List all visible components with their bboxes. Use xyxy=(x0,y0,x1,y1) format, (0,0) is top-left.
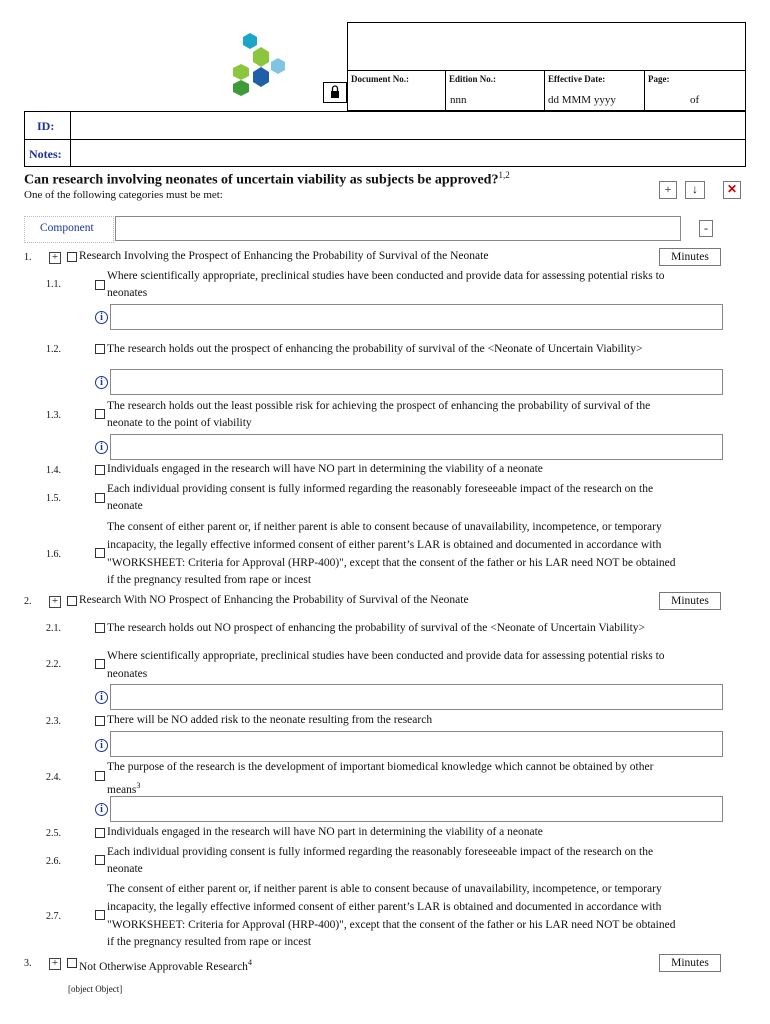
section-1-expand-button[interactable]: + xyxy=(49,252,61,264)
section-2-checkbox[interactable] xyxy=(67,596,77,606)
info-icon[interactable]: i xyxy=(95,376,108,389)
item-1-1-line1: Where scientifically appropriate, preclinical studies have been conducted and provide data for assessing potential risks to xyxy=(107,270,665,282)
item-number: 2.5. xyxy=(46,828,61,839)
item-1-3-checkbox[interactable] xyxy=(95,409,105,419)
section-2-minutes-button[interactable]: Minutes xyxy=(659,592,721,610)
id-label: ID: xyxy=(37,119,55,133)
section-3-minutes-button[interactable]: Minutes xyxy=(659,954,721,972)
header-blank-cell xyxy=(347,22,746,71)
item-number: 2.1. xyxy=(46,623,61,634)
section-3-checkbox[interactable] xyxy=(67,958,77,968)
edition-cell: Edition No.: nnn xyxy=(445,70,545,111)
item-1-2-checkbox[interactable] xyxy=(95,344,105,354)
item-number: 1.5. xyxy=(46,493,61,504)
item-2-4-line2: means$^3$ xyxy=(107,781,141,796)
subtitle: One of the following categories must be met: xyxy=(24,189,223,201)
page-cell: Page: of xyxy=(644,70,746,111)
component-label-box xyxy=(24,216,114,243)
item-2-7-line1: The consent of either parent or, if neither parent is able to consent because of unavailability, incompetence, or temporary xyxy=(107,883,662,895)
item-number: 1.1. xyxy=(46,279,61,290)
item-number: 1.6. xyxy=(46,549,61,560)
item-1-3-line1: The research holds out the least possible risk for achieving the prospect of enhancing the probability of survival of the xyxy=(107,400,651,412)
item-1-6-checkbox[interactable] xyxy=(95,548,105,558)
id-field[interactable] xyxy=(70,111,746,140)
item-2-2-line2: neonates xyxy=(107,668,148,680)
notes-label: Notes: xyxy=(29,147,62,161)
item-1-1-note-field[interactable] xyxy=(110,304,723,330)
item-2-4-line1: The purpose of the research is the development of important biomedical knowledge which cannot be obtained by other xyxy=(107,761,654,773)
info-icon[interactable]: i xyxy=(95,691,108,704)
section-2-expand-button[interactable]: + xyxy=(49,596,61,608)
item-2-7-line3: "WORKSHEET: Criteria for Approval (HRP-400)", except that the consent of the father or his LAR need NOT be obtained xyxy=(107,919,676,931)
item-2-6-checkbox[interactable] xyxy=(95,855,105,865)
edition-value: nnn xyxy=(450,94,467,106)
lock-icon[interactable] xyxy=(323,82,347,103)
item-1-1-line2: neonates xyxy=(107,287,148,299)
item-2-2-note-field[interactable] xyxy=(110,684,723,710)
item-number: 2.6. xyxy=(46,856,61,867)
component-input[interactable] xyxy=(115,216,681,241)
footer-text: [object Object] xyxy=(68,984,123,994)
item-2-1-line1: The research holds out NO prospect of enhancing the probability of survival of the <Neonate of Uncertain Viability> xyxy=(107,622,646,634)
section-1-checkbox[interactable] xyxy=(67,252,77,262)
item-2-6-line2: neonate xyxy=(107,863,143,875)
section-1-number: 1. xyxy=(24,252,32,263)
item-2-1-checkbox[interactable] xyxy=(95,623,105,633)
page-value: of xyxy=(690,94,700,106)
item-number: 1.2. xyxy=(46,344,61,355)
item-number: 2.3. xyxy=(46,716,61,727)
item-1-5-line2: neonate xyxy=(107,500,143,512)
item-1-4-checkbox[interactable] xyxy=(95,465,105,475)
item-1-6-line3: "WORKSHEET: Criteria for Approval (HRP-400)", except that the consent of the father or his LAR need NOT be obtained xyxy=(107,557,676,569)
item-2-7-line2: incapacity, the legally effective informed consent of either parent’s LAR is obtained and documented in accordance with xyxy=(107,901,662,913)
collapse-button[interactable]: - xyxy=(699,220,713,237)
page-title: Can research involving neonates of uncertain viability as subjects be approved?$^{1,2}$ xyxy=(24,170,510,188)
section-3-number: 3. xyxy=(24,958,32,969)
section-2-number: 2. xyxy=(24,596,32,607)
info-icon[interactable]: i xyxy=(95,311,108,324)
section-3-expand-button[interactable]: + xyxy=(49,958,61,970)
item-1-6-line4: if the pregnancy resulted from rape or incest xyxy=(107,574,312,586)
item-2-2-checkbox[interactable] xyxy=(95,659,105,669)
item-1-6-line1: The consent of either parent or, if neither parent is able to consent because of unavailability, incompetence, or temporary xyxy=(107,521,662,533)
notes-field[interactable] xyxy=(70,139,746,167)
add-button[interactable]: + xyxy=(659,181,677,199)
item-2-7-line4: if the pregnancy resulted from rape or incest xyxy=(107,936,312,948)
item-number: 2.2. xyxy=(46,659,61,670)
item-number: 2.7. xyxy=(46,911,61,922)
section-1-minutes-button[interactable]: Minutes xyxy=(659,248,721,266)
item-2-4-checkbox[interactable] xyxy=(95,771,105,781)
section-3-label: Not Otherwise Approvable Research$^4$ xyxy=(79,958,252,973)
section-2-label: Research With NO Prospect of Enhancing the Probability of Survival of the Neonate xyxy=(79,594,469,606)
item-1-3-note-field[interactable] xyxy=(110,434,723,460)
component-label: Component xyxy=(40,222,94,234)
item-2-5-line1: Individuals engaged in the research will have NO part in determining the viability of a neonate xyxy=(107,826,543,838)
item-1-2-line1: The research holds out the prospect of enhancing the probability of survival of the <Neonate of Uncertain Viability> xyxy=(107,343,643,355)
info-icon[interactable]: i xyxy=(95,803,108,816)
delete-button[interactable]: ✕ xyxy=(723,181,741,199)
item-1-4-line1: Individuals engaged in the research will have NO part in determining the viability of a neonate xyxy=(107,463,543,475)
item-2-3-line1: There will be NO added risk to the neonate resulting from the research xyxy=(107,714,433,726)
item-1-5-line1: Each individual providing consent is fully informed regarding the reasonably foreseeable impact of the research on the xyxy=(107,483,654,495)
item-2-3-checkbox[interactable] xyxy=(95,716,105,726)
item-2-4-note-field[interactable] xyxy=(110,796,723,822)
effective-date-cell: Effective Date: dd MMM yyyy xyxy=(544,70,645,111)
item-1-5-checkbox[interactable] xyxy=(95,493,105,503)
item-1-1-checkbox[interactable] xyxy=(95,280,105,290)
item-number: 1.4. xyxy=(46,465,61,476)
item-2-3-note-field[interactable] xyxy=(110,731,723,757)
info-icon[interactable]: i xyxy=(95,739,108,752)
item-2-6-line1: Each individual providing consent is fully informed regarding the reasonably foreseeable impact of the research on the xyxy=(107,846,654,858)
effective-date-value: dd MMM yyyy xyxy=(548,94,616,106)
item-2-2-line1: Where scientifically appropriate, preclinical studies have been conducted and provide data for assessing potential risks to xyxy=(107,650,665,662)
item-number: 2.4. xyxy=(46,772,61,783)
item-2-7-checkbox[interactable] xyxy=(95,910,105,920)
item-2-5-checkbox[interactable] xyxy=(95,828,105,838)
item-1-3-line2: neonate to the point of viability xyxy=(107,417,252,429)
item-1-2-note-field[interactable] xyxy=(110,369,723,395)
info-icon[interactable]: i xyxy=(95,441,108,454)
doc-no-cell: Document No.: xyxy=(347,70,446,111)
section-1-label: Research Involving the Prospect of Enhancing the Probability of Survival of the Neonate xyxy=(79,250,489,262)
item-1-6-line2: incapacity, the legally effective informed consent of either parent’s LAR is obtained and documented in accordance with xyxy=(107,539,662,551)
item-number: 1.3. xyxy=(46,410,61,421)
move-down-button[interactable]: ↓ xyxy=(685,181,705,199)
